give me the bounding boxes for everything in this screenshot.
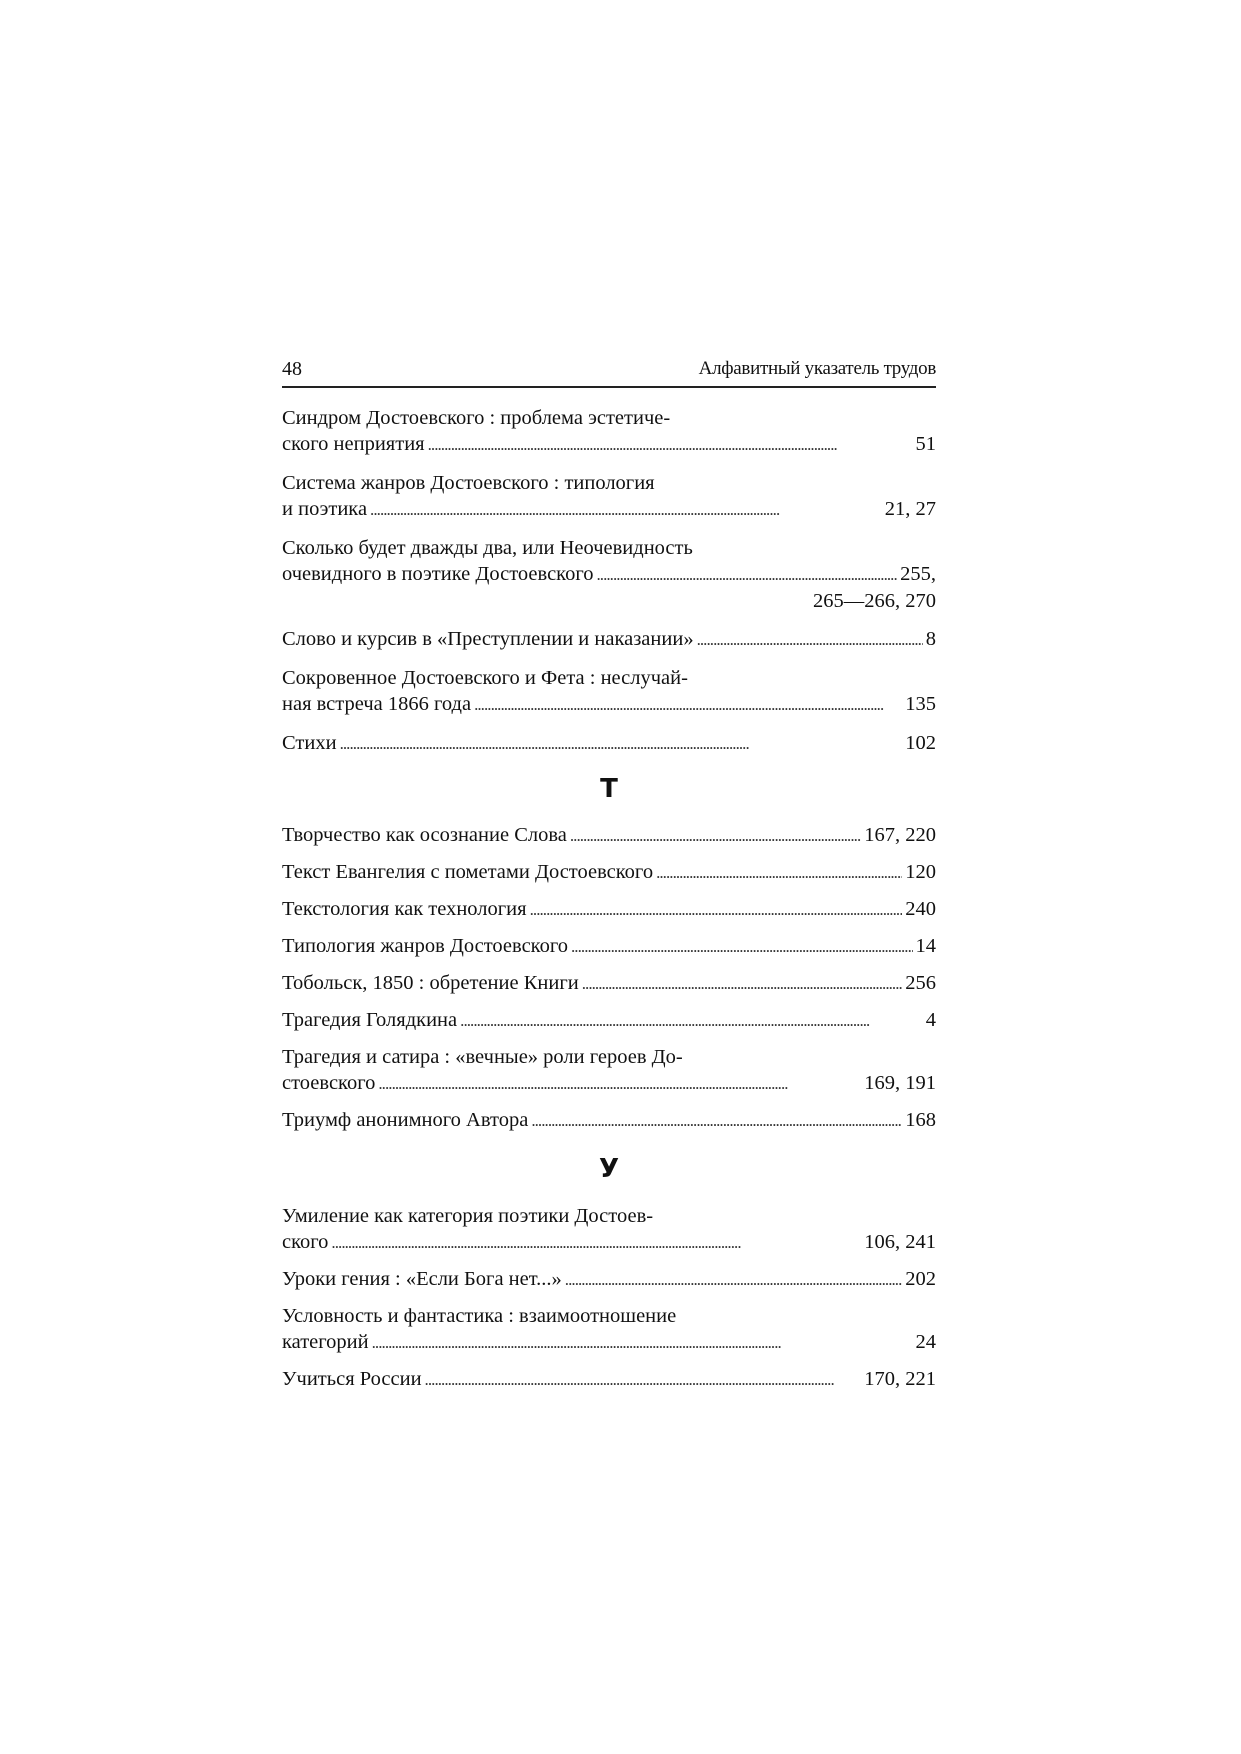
index-entry [282,1107,936,1134]
entry-title-tail: ского неприятия [282,433,425,455]
dot-leader [571,934,913,960]
entry-pages: 202 [905,1268,936,1290]
entry-pages: 24 [915,1331,936,1353]
index-entry [282,896,936,923]
entry-title-line [282,970,936,997]
index-entry [282,933,936,960]
entry-title-tail: Творчество как осознание Слова [282,824,567,846]
dot-leader [570,823,861,849]
entry-title-line [282,1366,936,1393]
entry-title-line [282,1329,936,1356]
letter-heading-t: Т [600,774,618,804]
entry-pages: 8 [925,628,936,650]
entry-title-line [282,1070,936,1097]
dot-leader [596,562,897,588]
dot-leader [656,860,902,886]
entry-pages: 170, 221 [864,1368,936,1390]
entry-title-line: Синдром Достоевского : проблема эстетиче- [282,407,671,429]
index-entry [282,1266,936,1293]
entry-pages: 256 [905,972,936,994]
dot-leader [378,1071,861,1097]
index-entry [282,405,936,458]
index-entry [282,1366,936,1393]
index-entry [282,1203,936,1256]
entry-pages: 240 [905,898,936,920]
entry-pages: 106, 241 [864,1231,936,1253]
entry-pages: 4 [925,1009,936,1031]
dot-leader [582,971,903,997]
entry-title-line [282,431,936,458]
page-header [282,352,936,388]
entry-title-line: Условность и фантастика : взаимоотношение [282,1305,677,1327]
entry-title-line [282,496,936,523]
dot-leader [425,1367,862,1393]
entry-title-line [282,1266,936,1293]
entry-title-line: Умиление как категория поэтики Достоев- [282,1205,654,1227]
page-number: 48 [282,358,302,380]
index-entry [282,859,936,886]
letter-heading-u: У [598,1154,620,1184]
entry-title-tail: Трагедия Голядкина [282,1009,458,1031]
index-section-s [282,405,936,757]
dot-leader [372,1330,913,1356]
index-section-t [282,822,936,1134]
entry-title-tail: стоевского [282,1072,376,1094]
entry-title-line [282,1229,936,1256]
entry-title-line [282,626,936,653]
index-entry [282,1044,936,1097]
entry-title-line [282,561,936,588]
entry-pages-continued: 265—266, 270 [813,590,936,612]
dot-leader [331,1230,861,1256]
entry-title-tail: Типология жанров Достоевского [282,935,568,957]
entry-title-line [282,896,936,923]
index-section-u [282,1203,936,1393]
index-entry [282,626,936,653]
entry-title-line [282,1107,936,1134]
index-entry [282,665,936,718]
entry-title-line [282,933,936,960]
entry-title-tail: очевидного в поэтике Достоевского [282,563,594,585]
dot-leader [370,497,882,523]
entry-title-tail: Уроки гения : «Если Бога нет...» [282,1268,562,1290]
entry-title-tail: Учиться России [282,1368,422,1390]
index-entry [282,1007,936,1034]
entry-pages: 135 [905,693,936,715]
index-entry [282,535,936,614]
entry-title-tail: Стихи [282,732,337,754]
entry-title-tail: ная встреча 1866 года [282,693,472,715]
entry-pages: 14 [915,935,936,957]
entry-title-tail: категорий [282,1331,369,1353]
entry-title-line [282,859,936,886]
entry-title-line [282,730,936,757]
index-entry [282,822,936,849]
entry-pages: 51 [915,433,936,455]
entry-pages: 102 [905,732,936,754]
entry-pages: 120 [905,861,936,883]
dot-leader [428,432,913,458]
running-title: Алфавитный указатель трудов [698,358,936,379]
entry-pages: 169, 191 [864,1072,936,1094]
entry-title-tail: Тобольск, 1850 : обретение Книги [282,972,579,994]
entry-title-line [282,822,936,849]
dot-leader [530,897,903,923]
dot-leader [531,1108,902,1134]
dot-leader [460,1008,923,1034]
entry-pages: 167, 220 [864,824,936,846]
entry-title-line: Сокровенное Достоевского и Фета : неслучай- [282,667,688,689]
dot-leader [474,692,902,718]
dot-leader [565,1267,902,1293]
dot-leader [697,627,923,653]
entry-pages: 21, 27 [884,498,936,520]
entry-title-tail: Триумф анонимного Автора [282,1109,529,1131]
entry-title-tail: Текст Евангелия с пометами Достоевского [282,861,654,883]
entry-pages: 255, [900,563,936,585]
entry-title-line [282,1007,936,1034]
index-entry [282,1303,936,1356]
entry-title-line: Сколько будет дважды два, или Неочевидность [282,537,693,559]
entry-title-tail: и поэтика [282,498,368,520]
entry-title-line: Система жанров Достоевского : типология [282,472,655,494]
index-entry [282,470,936,523]
entry-pages: 168 [905,1109,936,1131]
entry-title-tail: Текстология как технология [282,898,527,920]
index-entry [282,970,936,997]
entry-title-tail: Слово и курсив в «Преступлении и наказании» [282,628,694,650]
entry-title-line: Трагедия и сатира : «вечные» роли героев До- [282,1046,683,1068]
entry-title-line [282,691,936,718]
entry-title-tail: ского [282,1231,329,1253]
index-entry [282,730,936,757]
dot-leader [340,731,903,757]
